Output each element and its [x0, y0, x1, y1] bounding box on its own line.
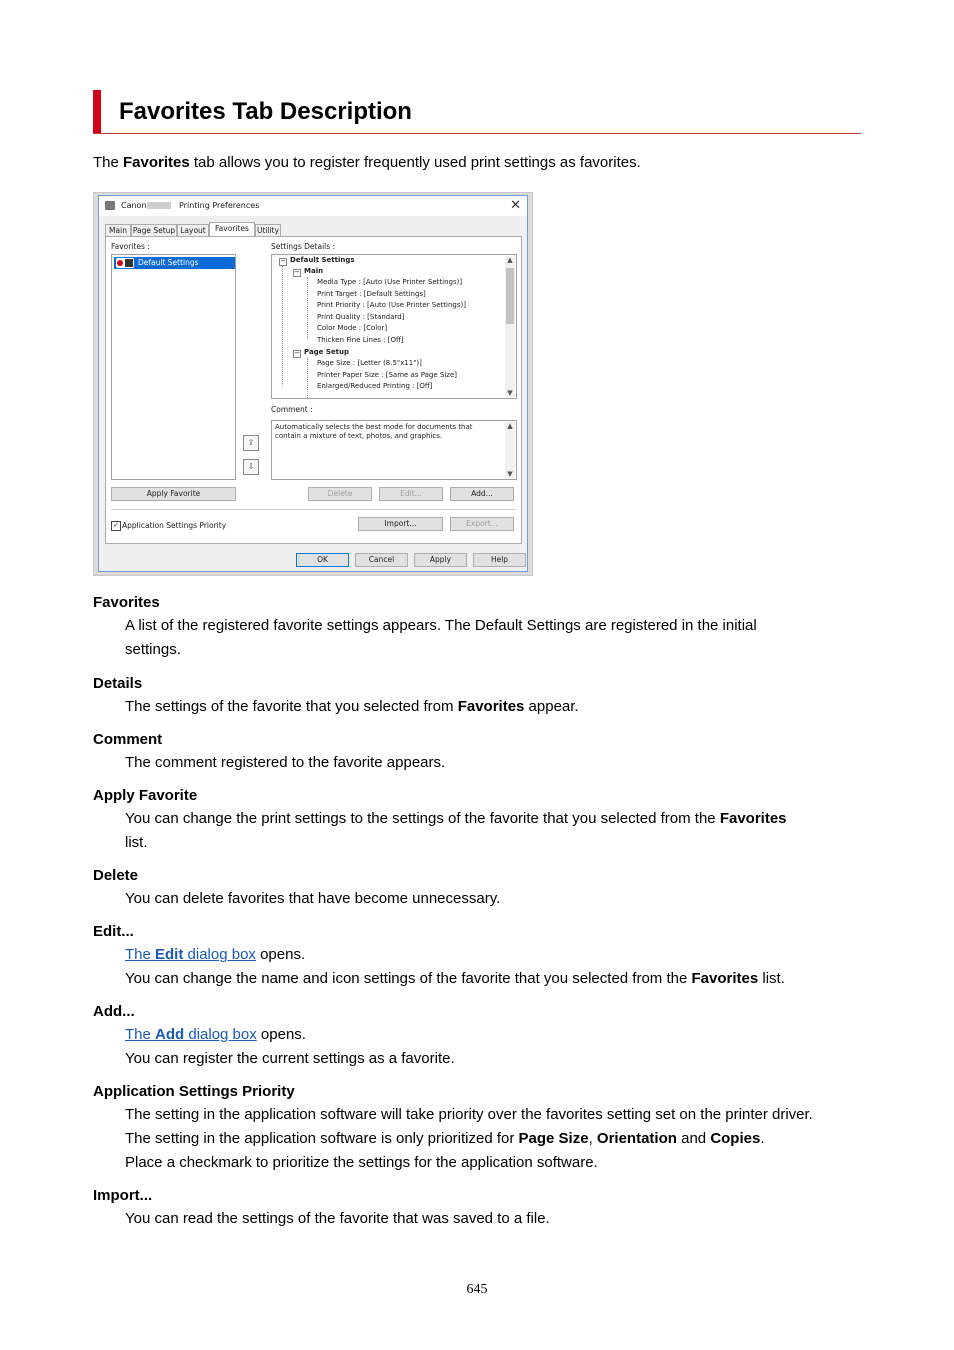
- term-app-priority: Application Settings Priority: [93, 1083, 295, 1100]
- help-button[interactable]: Help: [473, 553, 526, 567]
- comment-scrollbar[interactable]: [505, 422, 515, 478]
- move-down-icon[interactable]: ⇩: [243, 459, 259, 475]
- tree-node: Color Mode : [Color]: [317, 324, 388, 332]
- tree-node: Media Type : [Auto (Use Printer Settings)]: [317, 278, 463, 286]
- desc-app-priority: The setting in the application software will take priority over the favorites setting set on the printer driver. The setting in the application software is only prioritized for Page Size, Orientation and Copies. Place a checkmark to prioritize the settings for the application software.: [125, 1106, 813, 1171]
- divider: [111, 509, 516, 510]
- printer-icon: [105, 201, 115, 210]
- close-icon[interactable]: ✕: [510, 198, 521, 213]
- desc-favorites: A list of the registered favorite settings appears. The Default Settings are registered in the initial settings.: [125, 617, 757, 658]
- tree-node: Printer Paper Size : [Same as Page Size]: [317, 371, 457, 379]
- intro-paragraph: The Favorites tab allows you to register frequently used print settings as favorites.: [93, 154, 641, 171]
- favorites-list[interactable]: [111, 254, 236, 480]
- edit-button[interactable]: Edit...: [379, 487, 443, 501]
- heading-accent-bar: [93, 90, 101, 133]
- tree-node: Thicken Fine Lines : [Off]: [317, 336, 404, 344]
- window-titlebar: [99, 196, 527, 216]
- term-add: Add...: [93, 1003, 135, 1020]
- term-favorites: Favorites: [93, 594, 160, 611]
- tree-node: Default Settings: [290, 256, 355, 264]
- window-title-left: Canon: [121, 201, 147, 210]
- tree-node: Page Setup: [304, 348, 349, 356]
- tab-page-setup[interactable]: Page Setup: [132, 226, 176, 235]
- term-comment: Comment: [93, 731, 163, 748]
- scroll-down-icon[interactable]: ▼: [507, 470, 513, 478]
- page-title: Favorites Tab Description: [119, 98, 412, 125]
- desc-import: You can read the settings of the favorite that was saved to a file.: [125, 1210, 550, 1227]
- favorite-settings-icon: [116, 258, 134, 268]
- comment-box: [271, 420, 517, 480]
- collapse-icon[interactable]: −: [294, 268, 300, 276]
- window-title-right: Printing Preferences: [179, 201, 260, 210]
- tab-favorites[interactable]: Favorites: [209, 222, 255, 237]
- tree-node: Main: [304, 267, 324, 275]
- cancel-button[interactable]: Cancel: [355, 553, 408, 567]
- term-import: Import...: [93, 1187, 153, 1204]
- term-details: Details: [93, 675, 143, 692]
- tree-node: Print Target : [Default Settings]: [317, 290, 426, 298]
- desc-add: The Add dialog box opens. You can register the current settings as a favorite.: [125, 1026, 455, 1067]
- tree-node: Print Priority : [Auto (Use Printer Settings)]: [317, 301, 466, 309]
- scroll-up-icon[interactable]: ▲: [507, 256, 513, 264]
- page-number: 645: [466, 1282, 488, 1297]
- scroll-down-icon[interactable]: ▼: [507, 389, 513, 397]
- desc-delete: You can delete favorites that have become unnecessary.: [125, 890, 501, 907]
- comment-text: Automatically selects the best mode for documents that contain a mixture of text, photos, and graphics.: [275, 423, 473, 440]
- model-name-redacted: [147, 202, 171, 209]
- term-apply-favorite: Apply Favorite: [93, 787, 198, 804]
- export-button[interactable]: Export...: [450, 517, 514, 531]
- scroll-up-icon[interactable]: ▲: [507, 422, 513, 430]
- ok-button[interactable]: OK: [296, 553, 349, 567]
- tab-utility[interactable]: Utility: [256, 226, 280, 235]
- edit-dialog-link[interactable]: The Edit dialog box: [125, 946, 256, 963]
- app-priority-label: Application Settings Priority: [122, 521, 227, 530]
- printing-preferences-window: [98, 195, 528, 572]
- tree-node: Print Quality : [Standard]: [317, 313, 405, 321]
- tab-main[interactable]: Main: [105, 224, 131, 236]
- move-up-icon[interactable]: ⇧: [243, 435, 259, 451]
- favorites-list-item[interactable]: Default Settings: [114, 257, 235, 269]
- add-dialog-link[interactable]: The Add dialog box: [125, 1026, 257, 1043]
- desc-edit: The Edit dialog box opens. You can change the name and icon settings of the favorite that you selected from the Favorites list.: [125, 946, 785, 987]
- favorites-list-label: Favorites :: [111, 242, 150, 251]
- tree-node: Enlarged/Reduced Printing : [Off]: [317, 382, 433, 390]
- favorites-panel: [105, 236, 522, 544]
- desc-details: The settings of the favorite that you selected from Favorites appear.: [125, 698, 579, 715]
- comment-label: Comment :: [271, 405, 313, 414]
- collapse-icon[interactable]: −: [280, 257, 286, 265]
- apply-favorite-button[interactable]: Apply Favorite: [111, 487, 236, 501]
- app-priority-checkbox[interactable]: ✓: [111, 521, 121, 531]
- add-button[interactable]: Add...: [450, 487, 514, 501]
- desc-apply-favorite: You can change the print settings to the settings of the favorite that you selected from the Favorites list.: [125, 810, 787, 851]
- desc-comment: The comment registered to the favorite appears.: [125, 754, 446, 771]
- settings-details-tree[interactable]: [271, 254, 517, 399]
- tree-scrollbar[interactable]: [505, 256, 515, 397]
- collapse-icon[interactable]: −: [294, 349, 300, 357]
- import-button[interactable]: Import...: [358, 517, 443, 531]
- printing-preferences-screenshot: [93, 192, 533, 576]
- scroll-thumb[interactable]: [506, 268, 514, 324]
- term-delete: Delete: [93, 867, 139, 884]
- tree-node: Page Size : [Letter (8.5"x11")]: [317, 359, 422, 367]
- delete-button[interactable]: Delete: [308, 487, 372, 501]
- tab-layout[interactable]: Layout: [177, 224, 209, 236]
- section-heading: [93, 90, 861, 134]
- term-edit: Edit...: [93, 923, 134, 940]
- apply-button[interactable]: Apply: [414, 553, 467, 567]
- settings-details-label: Settings Details :: [271, 242, 336, 251]
